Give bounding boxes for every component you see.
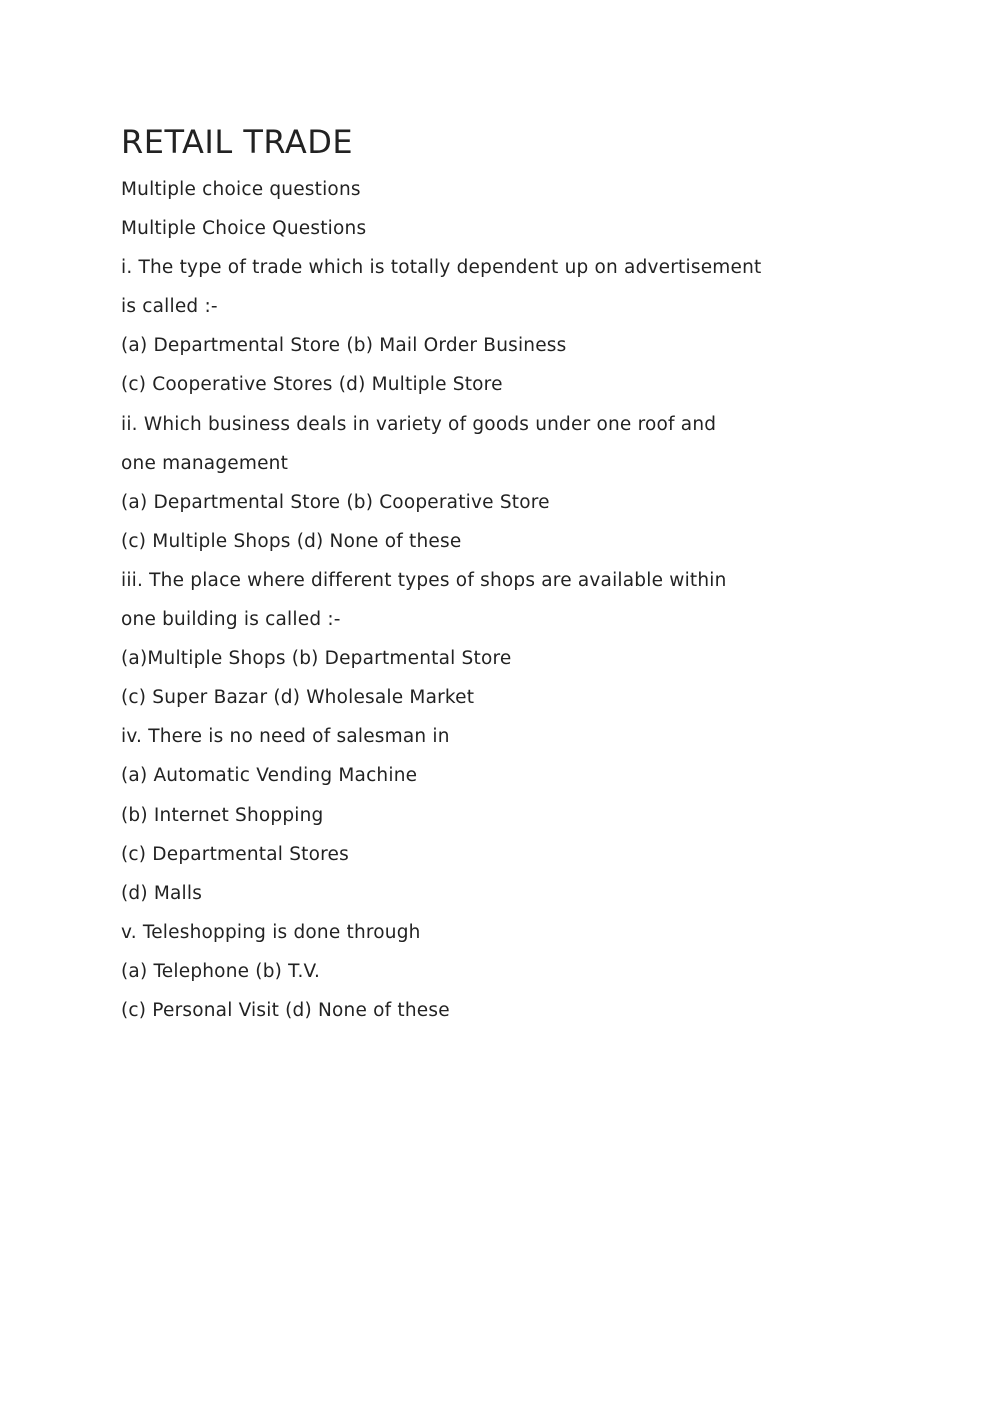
question-5-text: v. Teleshopping is done through [121, 921, 421, 943]
question-4-option-b: (b) Internet Shopping [121, 804, 324, 826]
section-heading: Multiple Choice Questions [121, 218, 367, 240]
worksheet-content [121, 118, 881, 1030]
question-4-text: iv. There is no need of salesman in [121, 726, 450, 748]
question-3-options-c-d: (c) Super Bazar (d) Wholesale Market [121, 687, 475, 709]
question-4-option-a: (a) Automatic Vending Machine [121, 765, 418, 787]
question-1-options-c-d: (c) Cooperative Stores (d) Multiple Store [121, 374, 503, 396]
question-4-option-c: (c) Departmental Stores [121, 843, 349, 865]
question-2-text: ii. Which business deals in variety of goods under one roof and [121, 413, 717, 435]
question-5-options-c-d: (c) Personal Visit (d) None of these [121, 999, 450, 1021]
question-5-options-a-b: (a) Telephone (b) T.V. [121, 960, 321, 982]
question-3-text: iii. The place where different types of shops are available within [121, 569, 727, 591]
question-1-text-continued: is called :- [121, 296, 218, 318]
question-2-options-a-b: (a) Departmental Store (b) Cooperative Store [121, 491, 550, 513]
question-4-option-d: (d) Malls [121, 882, 203, 904]
question-3-text-continued: one building is called :- [121, 609, 341, 631]
question-1-text: i. The type of trade which is totally dependent up on advertisement [121, 257, 762, 279]
question-2-options-c-d: (c) Multiple Shops (d) None of these [121, 530, 462, 552]
question-2-text-continued: one management [121, 452, 289, 474]
section-subtitle: Multiple choice questions [121, 179, 361, 200]
question-3-options-a-b: (a)Multiple Shops (b) Departmental Store [121, 648, 512, 670]
page-title: RETAIL TRADE [121, 123, 354, 161]
question-1-options-a-b: (a) Departmental Store (b) Mail Order Business [121, 335, 567, 357]
